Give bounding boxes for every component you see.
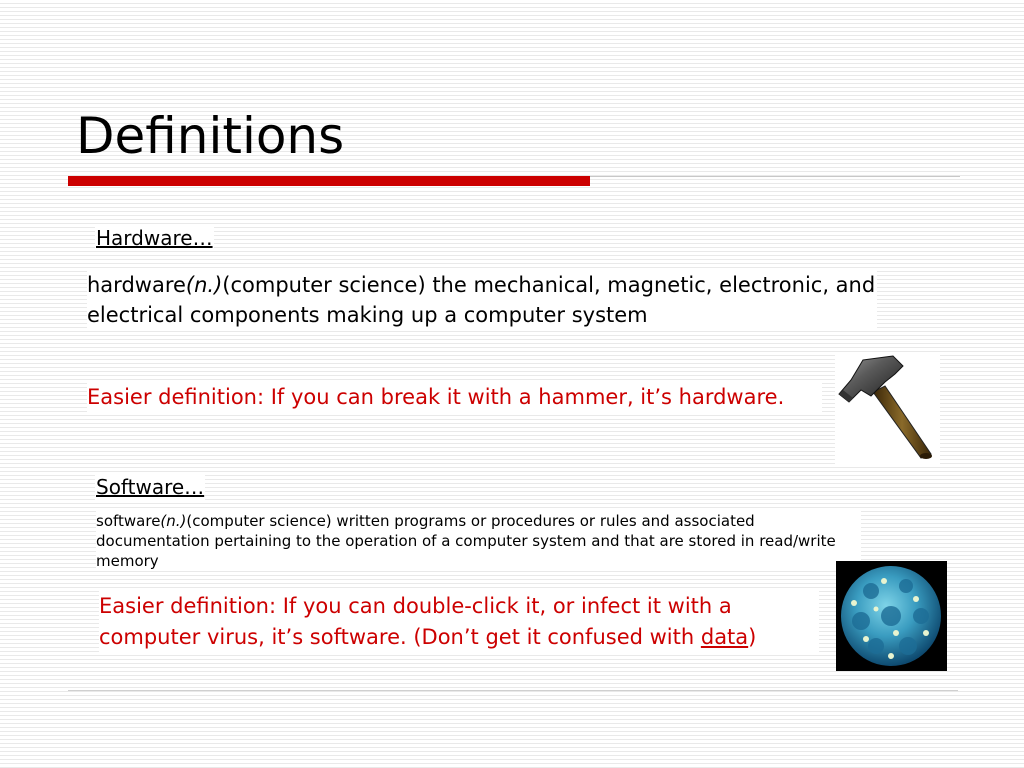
- hammer-image: [835, 352, 940, 464]
- data-link[interactable]: data: [700, 625, 749, 649]
- software-definition-text: (computer science) written programs or procedures or rules and associated documentation pertaining to the operation of a computer system and that are stored in read/write memory: [96, 512, 836, 570]
- software-definition: [96, 511, 861, 571]
- hardware-pos: (n.): [185, 273, 223, 297]
- hammer-icon: [835, 352, 940, 464]
- hardware-easier-definition: Easier definition: If you can break it with a hammer, it’s hardware.: [87, 382, 822, 413]
- title-underline-red: [68, 176, 590, 186]
- footer-rule: [68, 690, 958, 691]
- software-easier-definition: [99, 591, 819, 653]
- hardware-heading: Hardware…: [96, 226, 213, 250]
- software-easier-close: ): [748, 625, 757, 649]
- slide-title: Definitions: [76, 107, 345, 165]
- hardware-definition: [87, 270, 877, 330]
- hardware-term: hardware: [87, 273, 186, 297]
- hardware-definition-text: (computer science) the mechanical, magnetic, electronic, and electrical components making up a computer system: [87, 273, 876, 327]
- title-underline-grey: [590, 176, 960, 177]
- virus-icon: [836, 561, 947, 671]
- software-term: software: [96, 512, 161, 530]
- software-pos: (n.): [160, 512, 187, 530]
- software-heading: Software…: [96, 475, 205, 499]
- virus-image: [836, 561, 947, 671]
- software-easier-text: Easier definition: If you can double-click it, or infect it with a computer virus, it’s software. (Don’t get it confused with: [99, 594, 732, 649]
